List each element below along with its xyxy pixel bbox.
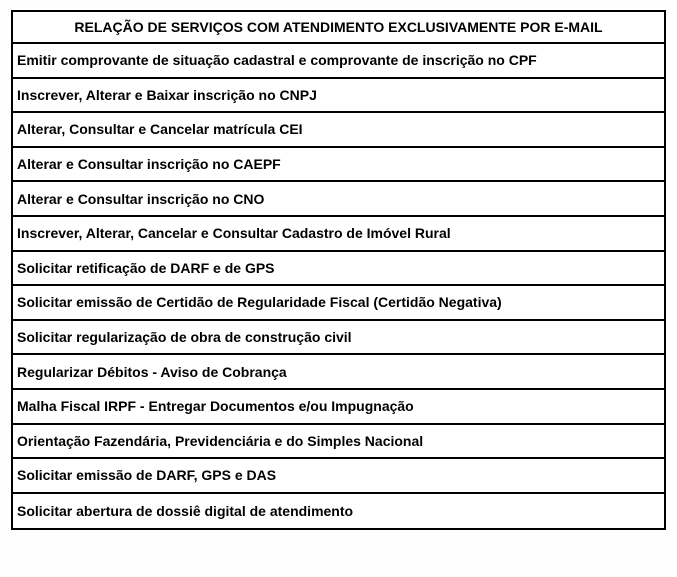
table-row: Solicitar emissão de DARF, GPS e DAS xyxy=(13,459,664,494)
table-row: Inscrever, Alterar e Baixar inscrição no CNPJ xyxy=(13,79,664,114)
table-header: RELAÇÃO DE SERVIÇOS COM ATENDIMENTO EXCLUSIVAMENTE POR E-MAIL xyxy=(13,12,664,44)
table-row: Orientação Fazendária, Previdenciária e do Simples Nacional xyxy=(13,425,664,460)
table-row: Alterar, Consultar e Cancelar matrícula CEI xyxy=(13,113,664,148)
table-row: Solicitar emissão de Certidão de Regularidade Fiscal (Certidão Negativa) xyxy=(13,286,664,321)
table-row: Alterar e Consultar inscrição no CNO xyxy=(13,182,664,217)
table-body xyxy=(13,44,664,528)
table-row: Emitir comprovante de situação cadastral e comprovante de inscrição no CPF xyxy=(13,44,664,79)
table-row: Inscrever, Alterar, Cancelar e Consultar Cadastro de Imóvel Rural xyxy=(13,217,664,252)
table-row: Solicitar retificação de DARF e de GPS xyxy=(13,252,664,287)
table-row: Solicitar regularização de obra de construção civil xyxy=(13,321,664,356)
table-row: Malha Fiscal IRPF - Entregar Documentos e/ou Impugnação xyxy=(13,390,664,425)
table-row: Solicitar abertura de dossiê digital de atendimento xyxy=(17,503,354,520)
table-row: Alterar e Consultar inscrição no CAEPF xyxy=(13,148,664,183)
table-row: Regularizar Débitos - Aviso de Cobrança xyxy=(13,355,664,390)
services-table xyxy=(11,10,666,530)
